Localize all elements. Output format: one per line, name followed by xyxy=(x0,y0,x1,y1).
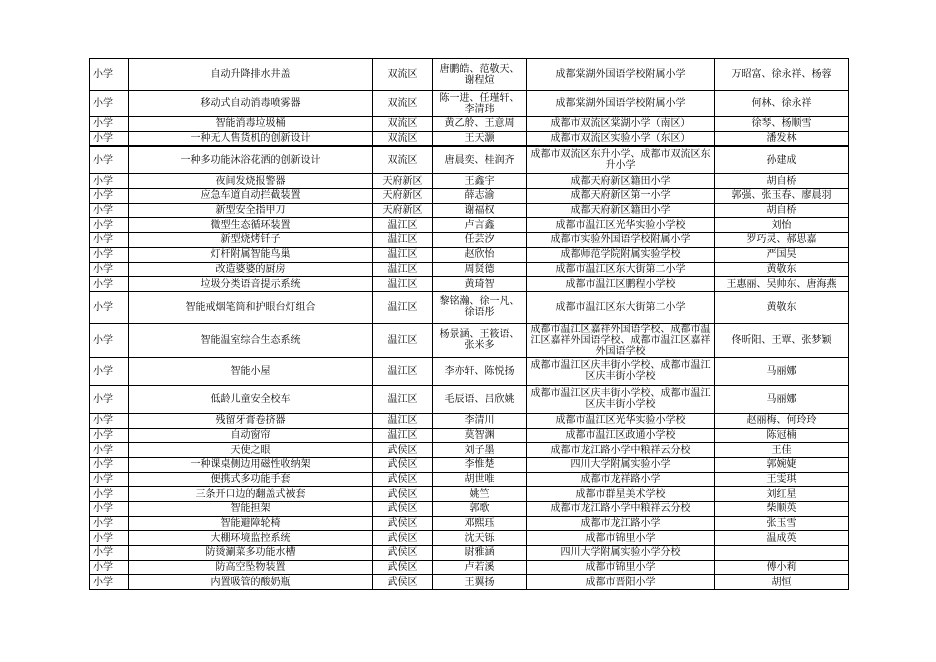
table-row xyxy=(90,277,849,292)
teachers-cell: 何林、徐永祥 xyxy=(715,91,849,117)
authors-cell: 沈天铄 xyxy=(433,531,527,546)
project-name-cell: 应急车道自动拦截装置 xyxy=(129,189,373,204)
table-row xyxy=(90,59,849,91)
school-cell: 成都棠湖外国语学校附属小学 xyxy=(527,59,715,91)
level-cell: 小学 xyxy=(90,131,129,146)
school-cell: 成都天府新区籍田小学 xyxy=(527,174,715,189)
level-cell: 小学 xyxy=(90,385,129,413)
table-row xyxy=(90,357,849,385)
authors-cell: 刘子墨 xyxy=(433,443,527,458)
project-name-cell: 防高空坠物装置 xyxy=(129,560,373,575)
teachers-cell: 马丽娜 xyxy=(715,385,849,413)
table-row xyxy=(90,131,849,146)
level-cell: 小学 xyxy=(90,413,129,428)
authors-cell: 王鑫宇 xyxy=(433,174,527,189)
teachers-cell: 黄敬东 xyxy=(715,262,849,277)
school-cell: 成都市双流区东升小学、成都市双流区东升小学 xyxy=(527,146,715,174)
project-name-cell: 残留牙膏卷挤器 xyxy=(129,413,373,428)
district-cell: 武侯区 xyxy=(373,443,433,458)
level-cell: 小学 xyxy=(90,443,129,458)
district-cell: 天府新区 xyxy=(373,174,433,189)
teachers-cell: 孙建成 xyxy=(715,146,849,174)
district-cell: 温江区 xyxy=(373,247,433,262)
table-row xyxy=(90,174,849,189)
authors-cell: 姚竺 xyxy=(433,487,527,502)
level-cell: 小学 xyxy=(90,189,129,204)
project-name-cell: 天使之眼 xyxy=(129,443,373,458)
teachers-cell: 罗巧灵、郝思嘉 xyxy=(715,233,849,248)
table-row xyxy=(90,575,849,590)
district-cell: 武侯区 xyxy=(373,531,433,546)
district-cell: 武侯区 xyxy=(373,502,433,517)
table-row xyxy=(90,457,849,472)
district-cell: 温江区 xyxy=(373,262,433,277)
table-row xyxy=(90,323,849,357)
district-cell: 温江区 xyxy=(373,323,433,357)
district-cell: 温江区 xyxy=(373,385,433,413)
teachers-cell: 胡恒 xyxy=(715,575,849,590)
authors-cell: 莫智渊 xyxy=(433,428,527,443)
district-cell: 武侯区 xyxy=(373,560,433,575)
teachers-cell: 潘发林 xyxy=(715,131,849,146)
level-cell: 小学 xyxy=(90,472,129,487)
authors-cell: 赵欣怡 xyxy=(433,247,527,262)
table-row xyxy=(90,146,849,174)
school-cell: 四川大学附属实验小学 xyxy=(527,457,715,472)
district-cell: 双流区 xyxy=(373,146,433,174)
authors-cell: 李惟楚 xyxy=(433,457,527,472)
project-name-cell: 内置吸管的酸奶瓶 xyxy=(129,575,373,590)
teachers-cell: 黄敬东 xyxy=(715,291,849,323)
teachers-cell: 傅小莉 xyxy=(715,560,849,575)
district-cell: 双流区 xyxy=(373,117,433,132)
level-cell: 小学 xyxy=(90,357,129,385)
authors-cell: 谢福权 xyxy=(433,203,527,218)
authors-cell: 卢若溪 xyxy=(433,560,527,575)
district-cell: 温江区 xyxy=(373,218,433,233)
project-name-cell: 夜间发烧报警器 xyxy=(129,174,373,189)
district-cell: 武侯区 xyxy=(373,546,433,561)
authors-cell: 陈一进、任瑾轩、李清玮 xyxy=(433,91,527,117)
project-name-cell: 智能温室综合生态系统 xyxy=(129,323,373,357)
district-cell: 温江区 xyxy=(373,428,433,443)
district-cell: 武侯区 xyxy=(373,472,433,487)
level-cell: 小学 xyxy=(90,291,129,323)
table-row xyxy=(90,531,849,546)
level-cell: 小学 xyxy=(90,117,129,132)
school-cell: 成都市锦里小学 xyxy=(527,531,715,546)
school-cell: 成都市龙江路小学 xyxy=(527,516,715,531)
level-cell: 小学 xyxy=(90,428,129,443)
project-name-cell: 智能戒烟笔筒和护眼台灯组合 xyxy=(129,291,373,323)
teachers-cell: 柴顺英 xyxy=(715,502,849,517)
level-cell: 小学 xyxy=(90,575,129,590)
table-row xyxy=(90,516,849,531)
teachers-cell: 张玉雪 xyxy=(715,516,849,531)
level-cell: 小学 xyxy=(90,218,129,233)
school-cell: 成都市温江区东大街第二小学 xyxy=(527,291,715,323)
project-name-cell: 便携式多功能手套 xyxy=(129,472,373,487)
level-cell: 小学 xyxy=(90,146,129,174)
level-cell: 小学 xyxy=(90,487,129,502)
authors-cell: 王翼扬 xyxy=(433,575,527,590)
district-cell: 武侯区 xyxy=(373,516,433,531)
authors-cell: 薛志渝 xyxy=(433,189,527,204)
teachers-cell: 刘怡 xyxy=(715,218,849,233)
district-cell: 天府新区 xyxy=(373,203,433,218)
teachers-cell: 郭强、张玉春、廖晨羽 xyxy=(715,189,849,204)
school-cell: 成都市温江区光华实验小学校 xyxy=(527,413,715,428)
table-row xyxy=(90,189,849,204)
level-cell: 小学 xyxy=(90,91,129,117)
school-cell: 成都市温江区政通小学校 xyxy=(527,428,715,443)
teachers-cell: 温成英 xyxy=(715,531,849,546)
teachers-cell: 佟昕阳、王覃、张梦颖 xyxy=(715,323,849,357)
project-name-cell: 低龄儿童安全校车 xyxy=(129,385,373,413)
teachers-cell: 胡自桥 xyxy=(715,203,849,218)
school-cell: 成都棠湖外国语学校附属小学 xyxy=(527,91,715,117)
district-cell: 温江区 xyxy=(373,233,433,248)
teachers-cell: 万昭富、徐永祥、杨蓉 xyxy=(715,59,849,91)
district-cell: 温江区 xyxy=(373,413,433,428)
table-row xyxy=(90,218,849,233)
school-cell: 成都市龙祥路小学 xyxy=(527,472,715,487)
table-body xyxy=(90,59,849,590)
table-row xyxy=(90,487,849,502)
teachers-cell: 郭婉婕 xyxy=(715,457,849,472)
teachers-cell: 严国昊 xyxy=(715,247,849,262)
school-cell: 成都市龙江路小学中粮祥云分校 xyxy=(527,502,715,517)
authors-cell: 毛辰语、吕欣姚 xyxy=(433,385,527,413)
project-name-cell: 一种无人售货机的创新设计 xyxy=(129,131,373,146)
teachers-cell: 王惠丽、吴帅东、唐海燕 xyxy=(715,277,849,292)
teachers-cell: 徐琴、杨顺雪 xyxy=(715,117,849,132)
teachers-cell xyxy=(715,546,849,561)
district-cell: 双流区 xyxy=(373,131,433,146)
project-name-cell: 智能消毒垃圾桶 xyxy=(129,117,373,132)
school-cell: 成都天府新区籍田小学 xyxy=(527,203,715,218)
authors-cell: 唐鹏皓、范敬天、谢程煊 xyxy=(433,59,527,91)
level-cell: 小学 xyxy=(90,247,129,262)
level-cell: 小学 xyxy=(90,457,129,472)
table-row xyxy=(90,385,849,413)
level-cell: 小学 xyxy=(90,262,129,277)
school-cell: 成都市温江区嘉祥外国语学校、成都市温江区嘉祥外国语学校、成都市温江区嘉祥外国语学校 xyxy=(527,323,715,357)
authors-cell: 黎铭瀚、徐一凡、徐语彤 xyxy=(433,291,527,323)
table-row xyxy=(90,443,849,458)
district-cell: 双流区 xyxy=(373,59,433,91)
level-cell: 小学 xyxy=(90,323,129,357)
project-name-cell: 微型生态循环装置 xyxy=(129,218,373,233)
project-name-cell: 三条开口边的翻盖式被套 xyxy=(129,487,373,502)
school-cell: 成都师范学院附属实验学校 xyxy=(527,247,715,262)
school-cell: 成都市实验外国语学校附属小学 xyxy=(527,233,715,248)
project-name-cell: 灯杆附属智能鸟巢 xyxy=(129,247,373,262)
school-cell: 成都市晋阳小学 xyxy=(527,575,715,590)
authors-cell: 李亦轩、陈悦扬 xyxy=(433,357,527,385)
district-cell: 武侯区 xyxy=(373,457,433,472)
authors-cell: 李清川 xyxy=(433,413,527,428)
table-row xyxy=(90,546,849,561)
school-cell: 成都天府新区第一小学 xyxy=(527,189,715,204)
table-row xyxy=(90,247,849,262)
authors-cell: 唐晨奕、桂润齐 xyxy=(433,146,527,174)
table-row xyxy=(90,291,849,323)
district-cell: 温江区 xyxy=(373,357,433,385)
school-cell: 成都市温江区庆丰街小学校、成都市温江区庆丰街小学校 xyxy=(527,385,715,413)
project-name-cell: 智能小屋 xyxy=(129,357,373,385)
project-name-cell: 改造婆婆的厨房 xyxy=(129,262,373,277)
teachers-cell: 王佳 xyxy=(715,443,849,458)
district-cell: 天府新区 xyxy=(373,189,433,204)
project-name-cell: 新型安全指甲刀 xyxy=(129,203,373,218)
teachers-cell: 马丽娜 xyxy=(715,357,849,385)
school-cell: 成都市温江区鹏程小学校 xyxy=(527,277,715,292)
school-cell: 成都市温江区东大街第二小学 xyxy=(527,262,715,277)
teachers-cell: 王雯琪 xyxy=(715,472,849,487)
award-list-table xyxy=(89,58,849,590)
teachers-cell: 刘红星 xyxy=(715,487,849,502)
project-name-cell: 防烫涮菜多功能水槽 xyxy=(129,546,373,561)
level-cell: 小学 xyxy=(90,174,129,189)
district-cell: 温江区 xyxy=(373,291,433,323)
level-cell: 小学 xyxy=(90,560,129,575)
school-cell: 四川大学附属实验小学分校 xyxy=(527,546,715,561)
district-cell: 温江区 xyxy=(373,277,433,292)
level-cell: 小学 xyxy=(90,203,129,218)
authors-cell: 王天灏 xyxy=(433,131,527,146)
table-row xyxy=(90,413,849,428)
school-cell: 成都市群星美术学校 xyxy=(527,487,715,502)
authors-cell: 黄乙舲、王意周 xyxy=(433,117,527,132)
level-cell: 小学 xyxy=(90,516,129,531)
authors-cell: 胡世唯 xyxy=(433,472,527,487)
project-name-cell: 一种课桌侧边用磁性收纳架 xyxy=(129,457,373,472)
project-name-cell: 一种多功能沐浴花洒的创新设计 xyxy=(129,146,373,174)
table-row xyxy=(90,91,849,117)
project-name-cell: 新型烧烤钎子 xyxy=(129,233,373,248)
project-name-cell: 大棚环境监控系统 xyxy=(129,531,373,546)
level-cell: 小学 xyxy=(90,59,129,91)
authors-cell: 卢言鑫 xyxy=(433,218,527,233)
authors-cell: 尉雅涵 xyxy=(433,546,527,561)
authors-cell: 周贤德 xyxy=(433,262,527,277)
district-cell: 双流区 xyxy=(373,91,433,117)
project-name-cell: 移动式自动消毒喷雾器 xyxy=(129,91,373,117)
table-row xyxy=(90,560,849,575)
table-row xyxy=(90,203,849,218)
authors-cell: 杨景涵、王筱语、张米多 xyxy=(433,323,527,357)
district-cell: 武侯区 xyxy=(373,487,433,502)
school-cell: 成都市双流区实验小学（东区） xyxy=(527,131,715,146)
level-cell: 小学 xyxy=(90,502,129,517)
table-row xyxy=(90,428,849,443)
project-name-cell: 智能避障轮椅 xyxy=(129,516,373,531)
level-cell: 小学 xyxy=(90,277,129,292)
project-name-cell: 自动窗帘 xyxy=(129,428,373,443)
authors-cell: 邓熙珏 xyxy=(433,516,527,531)
school-cell: 成都市双流区棠湖小学（南区） xyxy=(527,117,715,132)
teachers-cell: 胡自桥 xyxy=(715,174,849,189)
project-name-cell: 智能担架 xyxy=(129,502,373,517)
project-name-cell: 自动升降排水井盖 xyxy=(129,59,373,91)
table-row xyxy=(90,472,849,487)
level-cell: 小学 xyxy=(90,546,129,561)
school-cell: 成都市锦里小学 xyxy=(527,560,715,575)
authors-cell: 郭歌 xyxy=(433,502,527,517)
project-name-cell: 垃圾分类语音提示系统 xyxy=(129,277,373,292)
level-cell: 小学 xyxy=(90,233,129,248)
table-row xyxy=(90,233,849,248)
teachers-cell: 陈冠楠 xyxy=(715,428,849,443)
district-cell: 武侯区 xyxy=(373,575,433,590)
table-row xyxy=(90,117,849,132)
school-cell: 成都市龙江路小学中粮祥云分校 xyxy=(527,443,715,458)
teachers-cell: 赵丽梅、何玲玲 xyxy=(715,413,849,428)
authors-cell: 任芸汐 xyxy=(433,233,527,248)
authors-cell: 黄琦智 xyxy=(433,277,527,292)
table-row xyxy=(90,262,849,277)
table-row xyxy=(90,502,849,517)
school-cell: 成都市温江区庆丰街小学校、成都市温江区庆丰街小学校 xyxy=(527,357,715,385)
school-cell: 成都市温江区光华实验小学校 xyxy=(527,218,715,233)
level-cell: 小学 xyxy=(90,531,129,546)
